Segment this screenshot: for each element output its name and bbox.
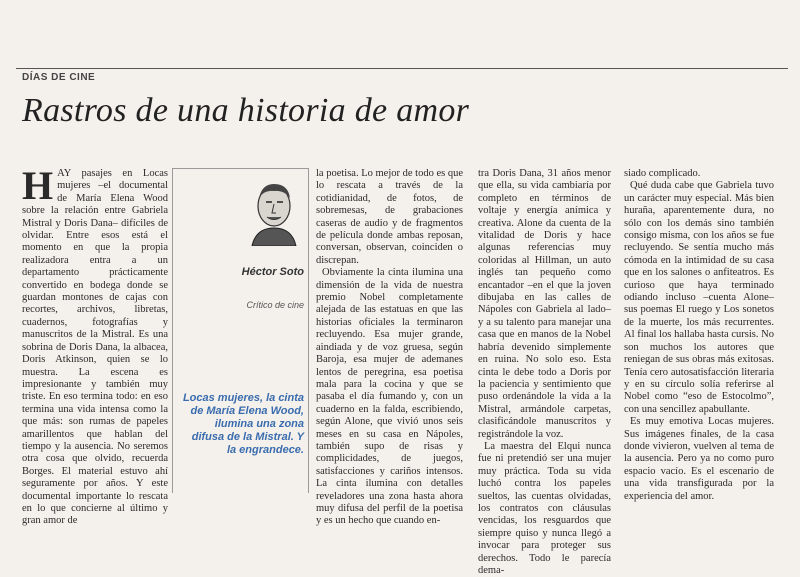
author-name: Héctor Soto: [241, 266, 304, 278]
pull-quote: Locas mujeres, la cinta de María Elena Wood, ilumina una zona difusa de la Mistral. Y la engrandece.: [182, 392, 304, 456]
column-5-paragraph: Es muy emotiva Locas mujeres. Sus imágenes finales, de la casa donde vivieron, vuelven al tema de la ausencia. Pero ya no como puro espacio vacío. Es el escenario de una vida transfigurada por la experiencia del amor.: [624, 416, 774, 502]
section-label: DÍAS DE CINE: [22, 72, 96, 83]
author-box-top-rule: [172, 168, 308, 169]
drop-cap: H: [22, 163, 54, 208]
column-1-text: AY pasajes en Locas mujeres –el documental de María Elena Wood sobre la relación entre Gabriela Mistral y Doris Dana– difíciles de olvidar. Entre esos está el momento en que la propia realizadora entra a un departamento prácticamente convertido en bodega donde se guardan montones de cajas con recortes, archivos, libretas, cuadernos, fotografías y manuscritos de la Mistral. Es una sobrina de Doris Dana, la albacea, Doris Atkinson, quien se lo muestra. La escena es impresionante y también muy triste. En eso termina todo: en eso termina una vida intensa como la que más: son rumas de papeles amarillentos que hablan del tiempo y la ausencia. No seremos otra cosa que olvido, recuerda Borges. El material estuvo ahí seguramente por años. Y este documental importante lo rescata en lo que concierne al último y gran amor de: [22, 168, 168, 527]
column-5-paragraph: siado complicado.: [624, 168, 701, 179]
column-3-paragraph: Obviamente la cinta ilumina una dimensión de la vida de nuestra premio Nobel completamente alejada de las estatuas en que las historias oficiales la terminaron recluyendo. Esa mujer grande, aindiada y de voz gruesa, según Baroja, esa mujer de ademanes lentos de peregrina, esa poetisa mala para la cocina y que se pasaba el día fumando y, con un cuaderno en la falda, escribiendo, según Alone, que vivió unos seis meses en su casa en Nápoles, también supo de risas y complicidades, de juegos, satisfacciones y cariños intensos. La cinta ilumina con detalles reveladores una zona hasta ahora muy difusa del perfil de la poetisa y es un hecho que cuando en-: [316, 267, 463, 527]
article-column-5: [624, 168, 774, 503]
author-role: Crítico de cine: [246, 300, 304, 310]
article-column-1: [22, 163, 168, 528]
article-column-3: [316, 168, 463, 528]
section-rule: [16, 68, 788, 69]
author-portrait-sketch: [246, 176, 302, 246]
article-headline: Rastros de una historia de amor: [22, 92, 470, 129]
column-divider-2: [308, 168, 309, 493]
column-divider-1: [172, 168, 173, 493]
column-3-paragraph: la poetisa. Lo mejor de todo es que lo rescata a través de la cotidianidad, de fotos, de sobremesas, de grabaciones caseras de audio y de fragmentos de película donde ambas reposan, conversan, observan, coinciden o discrepan.: [316, 168, 463, 266]
article-column-4: [478, 168, 611, 577]
column-4-paragraph: La maestra del Elqui nunca fue ni pretendió ser una mujer muy práctica. Toda su vida luchó contra los papeles sueltos, las cuentas olvidadas, los contratos con cláusulas vencidas, los resguardos que siempre quiso y nunca llegó a invocar para proteger sus derechos. Todo le parecía dema-: [478, 440, 611, 576]
column-4-paragraph: tra Doris Dana, 31 años menor que ella, su vida cambiaría por completo en términos de voltaje y energía anímica y creativa. Alone da cuenta de la vitalidad de Doris y hace algunas referencias muy coloridas al Hillman, un auto inglés tan pequeño como encantador –en el que la joven dibujaba en las calles de Nápoles con Gabriela al lado– y a su talento para manejar una casa que en manos de la Nobel habría devenido simplemente en ruina. No solo eso. Esta cinta le debe todo a Doris por la paciencia y sentimiento que puso ordenándole la vida a la Mistral, armándole carpetas, clasificándole manuscritos y registrándole la voz.: [478, 168, 611, 440]
column-5-paragraph: Qué duda cabe que Gabriela tuvo un carácter muy especial. Más bien huraña, aparentemente dura, no sólo con los demás sino también consigo misma, con los años se fue recluyendo. Se sentía mucho más cómoda en la intimidad de su casa que en los salones o anfiteatros. Es curioso que haya terminado odiando incluso –cuenta Alone– sus poemas El ruego y Los sonetos de la muerte, los más recurrentes. Al final los hallaba hasta cursis. No son muchos los autores que reniegan de sus obras más exitosas. Tenía cero autosatisfacción literaria y en su círculo solía referirse al Nobel como “eso de Estocolmo”, con una sencillez apabullante.: [624, 180, 774, 415]
